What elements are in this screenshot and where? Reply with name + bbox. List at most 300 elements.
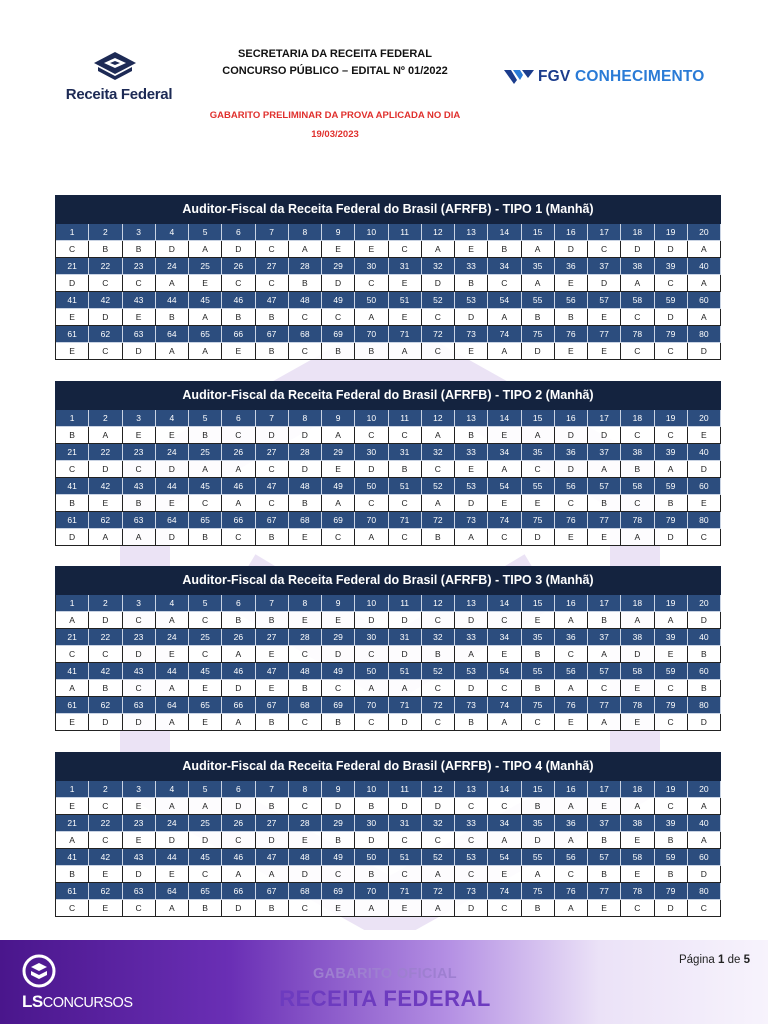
question-number-cell: 20 — [688, 781, 721, 798]
question-number-cell: 79 — [655, 326, 688, 343]
answer-cell: C — [123, 612, 156, 629]
answer-cell: B — [422, 529, 455, 546]
answer-cell: D — [422, 798, 455, 815]
answer-cell: E — [588, 900, 621, 917]
answer-cell: A — [522, 241, 555, 258]
question-number-row — [55, 512, 721, 529]
answer-cell: E — [455, 241, 488, 258]
answer-cell: A — [621, 529, 654, 546]
question-number-cell: 37 — [588, 815, 621, 832]
question-number-cell: 24 — [156, 815, 189, 832]
answer-row — [55, 832, 721, 849]
answer-cell: D — [222, 798, 255, 815]
question-number-cell: 36 — [555, 629, 588, 646]
question-number-cell: 23 — [123, 258, 156, 275]
question-number-cell: 73 — [455, 697, 488, 714]
question-number-cell: 75 — [522, 326, 555, 343]
answer-cell: D — [455, 495, 488, 512]
answer-cell: C — [389, 866, 422, 883]
question-number-cell: 3 — [123, 595, 156, 612]
answer-cell: B — [256, 309, 289, 326]
answer-table-title: Auditor-Fiscal da Receita Federal do Brasil (AFRFB) - TIPO 2 (Manhã) — [55, 381, 721, 410]
question-number-cell: 22 — [89, 258, 122, 275]
question-number-cell: 54 — [488, 849, 521, 866]
question-number-cell: 1 — [56, 781, 89, 798]
answer-cell: E — [488, 427, 521, 444]
answer-cell: C — [222, 529, 255, 546]
answer-cell: D — [322, 275, 355, 292]
answer-cell: E — [555, 343, 588, 360]
answer-cell: C — [123, 680, 156, 697]
answer-cell: D — [222, 241, 255, 258]
question-number-cell: 59 — [655, 663, 688, 680]
question-number-cell: 18 — [621, 781, 654, 798]
answer-cell: B — [256, 529, 289, 546]
answer-cell: E — [455, 461, 488, 478]
answer-cell: B — [455, 714, 488, 731]
question-number-cell: 11 — [389, 224, 422, 241]
title-line-concurso: CONCURSO PÚBLICO – EDITAL Nº 01/2022 — [222, 65, 448, 77]
answer-cell: C — [355, 275, 388, 292]
question-number-cell: 65 — [189, 883, 222, 900]
question-number-cell: 23 — [123, 629, 156, 646]
question-number-cell: 3 — [123, 224, 156, 241]
question-number-cell: 21 — [56, 444, 89, 461]
question-number-cell: 79 — [655, 697, 688, 714]
question-number-cell: 63 — [123, 697, 156, 714]
answer-cell: C — [123, 900, 156, 917]
answer-row — [55, 900, 721, 917]
answer-cell: E — [156, 866, 189, 883]
question-number-cell: 7 — [256, 781, 289, 798]
answer-cell: E — [322, 900, 355, 917]
question-number-cell: 28 — [289, 444, 322, 461]
answer-table — [55, 566, 721, 731]
answer-cell: D — [655, 241, 688, 258]
answer-cell: C — [522, 714, 555, 731]
answer-cell: C — [56, 461, 89, 478]
question-number-cell: 60 — [688, 663, 721, 680]
answer-cell: A — [56, 612, 89, 629]
question-number-row — [55, 326, 721, 343]
question-number-cell: 34 — [488, 444, 521, 461]
question-number-cell: 42 — [89, 478, 122, 495]
question-number-cell: 55 — [522, 478, 555, 495]
answer-cell: A — [189, 343, 222, 360]
question-number-cell: 58 — [621, 849, 654, 866]
question-number-cell: 66 — [222, 326, 255, 343]
answer-cell: D — [455, 309, 488, 326]
answer-row — [55, 461, 721, 478]
question-number-cell: 8 — [289, 410, 322, 427]
question-number-cell: 1 — [56, 410, 89, 427]
question-number-cell: 70 — [355, 512, 388, 529]
question-number-row — [55, 410, 721, 427]
question-number-cell: 76 — [555, 883, 588, 900]
answer-cell: D — [123, 714, 156, 731]
answer-cell: C — [389, 832, 422, 849]
answer-cell: E — [621, 832, 654, 849]
question-number-cell: 49 — [322, 478, 355, 495]
question-number-cell: 30 — [355, 629, 388, 646]
answer-cell: A — [156, 900, 189, 917]
question-number-cell: 25 — [189, 629, 222, 646]
answer-cell: B — [355, 866, 388, 883]
answer-cell: E — [156, 646, 189, 663]
answer-cell: D — [389, 714, 422, 731]
answer-cell: C — [89, 275, 122, 292]
answer-cell: D — [156, 832, 189, 849]
answer-cell: B — [123, 495, 156, 512]
answer-cell: C — [289, 309, 322, 326]
question-number-cell: 68 — [289, 512, 322, 529]
answer-cell: B — [56, 866, 89, 883]
question-number-cell: 41 — [56, 849, 89, 866]
question-number-cell: 28 — [289, 815, 322, 832]
ls-concursos-emblem-icon — [22, 954, 56, 988]
question-number-cell: 48 — [289, 849, 322, 866]
answer-cell: A — [588, 646, 621, 663]
answer-cell: C — [256, 461, 289, 478]
question-number-cell: 27 — [256, 444, 289, 461]
answer-cell: E — [89, 900, 122, 917]
answer-cell: A — [156, 343, 189, 360]
question-number-cell: 69 — [322, 326, 355, 343]
answer-cell: E — [621, 714, 654, 731]
answer-cell: A — [422, 495, 455, 512]
question-number-cell: 57 — [588, 292, 621, 309]
answer-cell: E — [389, 275, 422, 292]
answer-cell: E — [522, 612, 555, 629]
answer-cell: C — [522, 461, 555, 478]
answer-cell: C — [355, 495, 388, 512]
question-number-cell: 70 — [355, 326, 388, 343]
question-number-cell: 53 — [455, 478, 488, 495]
gabarito-subtitle-line: GABARITO PRELIMINAR DA PROVA APLICADA NO DIA — [209, 110, 461, 121]
question-number-cell: 3 — [123, 410, 156, 427]
answer-cell: A — [522, 427, 555, 444]
answer-cell: A — [222, 866, 255, 883]
answer-cell: C — [655, 275, 688, 292]
answer-cell: E — [56, 714, 89, 731]
question-number-cell: 80 — [688, 697, 721, 714]
question-number-row — [55, 815, 721, 832]
question-number-cell: 25 — [189, 444, 222, 461]
answer-cell: E — [621, 680, 654, 697]
question-number-cell: 9 — [322, 595, 355, 612]
answer-cell: C — [289, 714, 322, 731]
question-number-cell: 45 — [189, 478, 222, 495]
question-number-cell: 15 — [522, 224, 555, 241]
question-number-cell: 60 — [688, 849, 721, 866]
answer-cell: E — [189, 275, 222, 292]
answer-cell: E — [355, 241, 388, 258]
question-number-cell: 29 — [322, 815, 355, 832]
question-number-cell: 67 — [256, 326, 289, 343]
question-number-cell: 32 — [422, 629, 455, 646]
answer-cell: D — [522, 343, 555, 360]
question-number-cell: 36 — [555, 258, 588, 275]
question-number-cell: 42 — [89, 663, 122, 680]
answer-cell: D — [389, 612, 422, 629]
question-number-cell: 37 — [588, 444, 621, 461]
answer-cell: A — [522, 866, 555, 883]
question-number-cell: 60 — [688, 478, 721, 495]
question-number-cell: 14 — [488, 781, 521, 798]
answer-cell: A — [222, 461, 255, 478]
answer-cell: C — [455, 832, 488, 849]
question-number-cell: 8 — [289, 224, 322, 241]
answer-cell: C — [588, 241, 621, 258]
question-number-cell: 54 — [488, 478, 521, 495]
answer-cell: B — [289, 275, 322, 292]
question-number-cell: 58 — [621, 663, 654, 680]
question-number-cell: 31 — [389, 444, 422, 461]
question-number-cell: 78 — [621, 697, 654, 714]
answer-cell: C — [488, 275, 521, 292]
answer-cell: C — [322, 529, 355, 546]
answer-cell: E — [322, 241, 355, 258]
answer-cell: A — [56, 832, 89, 849]
answer-cell: C — [89, 832, 122, 849]
question-number-cell: 11 — [389, 595, 422, 612]
answer-cell: A — [522, 275, 555, 292]
answer-table — [55, 752, 721, 917]
answer-cell: C — [655, 427, 688, 444]
answer-cell: C — [621, 309, 654, 326]
answer-cell: D — [655, 309, 688, 326]
ls-concursos-logo — [22, 954, 132, 1014]
answer-cell: D — [688, 714, 721, 731]
question-number-cell: 15 — [522, 410, 555, 427]
answer-cell: D — [555, 241, 588, 258]
answer-cell: A — [422, 427, 455, 444]
question-number-cell: 42 — [89, 292, 122, 309]
question-number-cell: 32 — [422, 815, 455, 832]
answer-cell: A — [156, 680, 189, 697]
question-number-cell: 79 — [655, 883, 688, 900]
answer-cell: E — [156, 495, 189, 512]
answer-table-title: Auditor-Fiscal da Receita Federal do Brasil (AFRFB) - TIPO 3 (Manhã) — [55, 566, 721, 595]
footer-subtitle: GABARITO OFICIAL — [313, 966, 457, 982]
question-number-cell: 35 — [522, 629, 555, 646]
question-number-cell: 50 — [355, 478, 388, 495]
answer-cell: D — [89, 309, 122, 326]
question-number-row — [55, 258, 721, 275]
answer-cell: B — [289, 495, 322, 512]
question-number-cell: 13 — [455, 224, 488, 241]
answer-cell: B — [655, 866, 688, 883]
answer-row — [55, 714, 721, 731]
question-number-cell: 11 — [389, 410, 422, 427]
page-prefix: Página — [678, 954, 718, 966]
answer-cell: B — [156, 309, 189, 326]
answer-cell: D — [256, 832, 289, 849]
answer-cell: D — [89, 714, 122, 731]
answer-cell: E — [156, 427, 189, 444]
answer-cell: D — [422, 275, 455, 292]
question-number-cell: 57 — [588, 663, 621, 680]
answer-cell: C — [355, 646, 388, 663]
answer-cell: D — [389, 646, 422, 663]
answer-cell: C — [422, 461, 455, 478]
answer-cell: A — [189, 309, 222, 326]
question-number-cell: 9 — [322, 781, 355, 798]
ls-brand: LS — [22, 992, 43, 1011]
question-number-cell: 65 — [189, 697, 222, 714]
answer-cell: A — [488, 309, 521, 326]
answer-cell: E — [123, 309, 156, 326]
answer-cell: A — [555, 900, 588, 917]
question-number-row — [55, 883, 721, 900]
question-number-cell: 72 — [422, 512, 455, 529]
question-number-cell: 72 — [422, 697, 455, 714]
answer-cell: B — [89, 241, 122, 258]
question-number-cell: 14 — [488, 410, 521, 427]
question-number-cell: 29 — [322, 444, 355, 461]
question-number-cell: 27 — [256, 629, 289, 646]
question-number-cell: 30 — [355, 258, 388, 275]
answer-table — [55, 195, 721, 360]
answer-cell: B — [555, 309, 588, 326]
question-number-cell: 16 — [555, 224, 588, 241]
answer-cell: D — [522, 832, 555, 849]
question-number-cell: 65 — [189, 512, 222, 529]
answer-cell: B — [256, 900, 289, 917]
answer-cell: D — [621, 646, 654, 663]
answer-cell: E — [123, 832, 156, 849]
answer-cell: A — [222, 646, 255, 663]
answer-cell: A — [455, 529, 488, 546]
question-number-cell: 7 — [256, 595, 289, 612]
question-number-cell: 52 — [422, 663, 455, 680]
page-number — [640, 954, 750, 966]
question-number-cell: 18 — [621, 410, 654, 427]
question-number-cell: 6 — [222, 224, 255, 241]
answer-cell: C — [455, 866, 488, 883]
question-number-cell: 7 — [256, 224, 289, 241]
question-number-cell: 56 — [555, 663, 588, 680]
answer-cell: D — [688, 612, 721, 629]
question-number-cell: 17 — [588, 781, 621, 798]
answer-row — [55, 680, 721, 697]
question-number-cell: 54 — [488, 663, 521, 680]
answer-row — [55, 612, 721, 629]
answer-cell: B — [522, 798, 555, 815]
answer-cell: C — [322, 309, 355, 326]
question-number-cell: 24 — [156, 629, 189, 646]
answer-cell: B — [588, 866, 621, 883]
answer-cell: A — [488, 714, 521, 731]
answer-cell: D — [688, 343, 721, 360]
answer-cell: C — [89, 798, 122, 815]
question-number-cell: 36 — [555, 444, 588, 461]
answer-cell: B — [588, 832, 621, 849]
question-number-cell: 61 — [56, 883, 89, 900]
question-number-cell: 53 — [455, 849, 488, 866]
question-number-cell: 45 — [189, 292, 222, 309]
answer-row — [55, 275, 721, 292]
question-number-cell: 69 — [322, 697, 355, 714]
question-number-cell: 74 — [488, 883, 521, 900]
answer-cell: A — [555, 680, 588, 697]
question-number-cell: 20 — [688, 224, 721, 241]
question-number-cell: 72 — [422, 326, 455, 343]
question-number-row — [55, 697, 721, 714]
question-number-cell: 39 — [655, 258, 688, 275]
answer-cell: B — [655, 832, 688, 849]
question-number-cell: 6 — [222, 410, 255, 427]
answer-cell: A — [322, 427, 355, 444]
question-number-cell: 10 — [355, 410, 388, 427]
answer-cell: D — [222, 680, 255, 697]
answer-cell: C — [289, 900, 322, 917]
question-number-cell: 41 — [56, 292, 89, 309]
answer-cell: A — [488, 343, 521, 360]
answer-cell: C — [289, 343, 322, 360]
question-number-cell: 43 — [123, 663, 156, 680]
question-number-cell: 76 — [555, 512, 588, 529]
answer-cell: E — [389, 900, 422, 917]
question-number-cell: 33 — [455, 629, 488, 646]
question-number-cell: 36 — [555, 815, 588, 832]
question-number-cell: 13 — [455, 595, 488, 612]
answer-cell: D — [355, 612, 388, 629]
answer-cell: A — [355, 900, 388, 917]
question-number-cell: 49 — [322, 292, 355, 309]
question-number-row — [55, 781, 721, 798]
question-number-cell: 18 — [621, 224, 654, 241]
footer-title: RECEITA FEDERAL — [279, 986, 491, 1011]
question-number-row — [55, 849, 721, 866]
question-number-cell: 5 — [189, 595, 222, 612]
answer-cell: B — [522, 309, 555, 326]
question-number-cell: 64 — [156, 697, 189, 714]
question-number-cell: 39 — [655, 815, 688, 832]
answer-cell: C — [621, 495, 654, 512]
question-number-cell: 20 — [688, 595, 721, 612]
question-number-cell: 12 — [422, 781, 455, 798]
answer-cell: A — [621, 275, 654, 292]
question-number-cell: 5 — [189, 224, 222, 241]
answer-cell: B — [455, 275, 488, 292]
answer-cell: A — [156, 275, 189, 292]
question-number-cell: 38 — [621, 629, 654, 646]
answer-cell: A — [422, 866, 455, 883]
answer-cell: B — [389, 461, 422, 478]
answer-cell: A — [621, 612, 654, 629]
question-number-cell: 15 — [522, 595, 555, 612]
question-number-cell: 68 — [289, 883, 322, 900]
gabarito-date: 19/03/2023 — [311, 129, 359, 140]
question-number-cell: 31 — [389, 815, 422, 832]
question-number-cell: 14 — [488, 224, 521, 241]
answer-cell: E — [588, 343, 621, 360]
answer-cell: A — [588, 461, 621, 478]
answer-cell: E — [89, 495, 122, 512]
answer-row — [55, 495, 721, 512]
answer-cell: A — [621, 798, 654, 815]
question-number-cell: 31 — [389, 258, 422, 275]
page-total: 5 — [743, 954, 750, 966]
answer-cell: A — [355, 309, 388, 326]
question-number-cell: 23 — [123, 444, 156, 461]
answer-table — [55, 381, 721, 546]
answer-cell: E — [588, 798, 621, 815]
question-number-cell: 76 — [555, 697, 588, 714]
answer-cell: C — [688, 900, 721, 917]
question-number-cell: 42 — [89, 849, 122, 866]
